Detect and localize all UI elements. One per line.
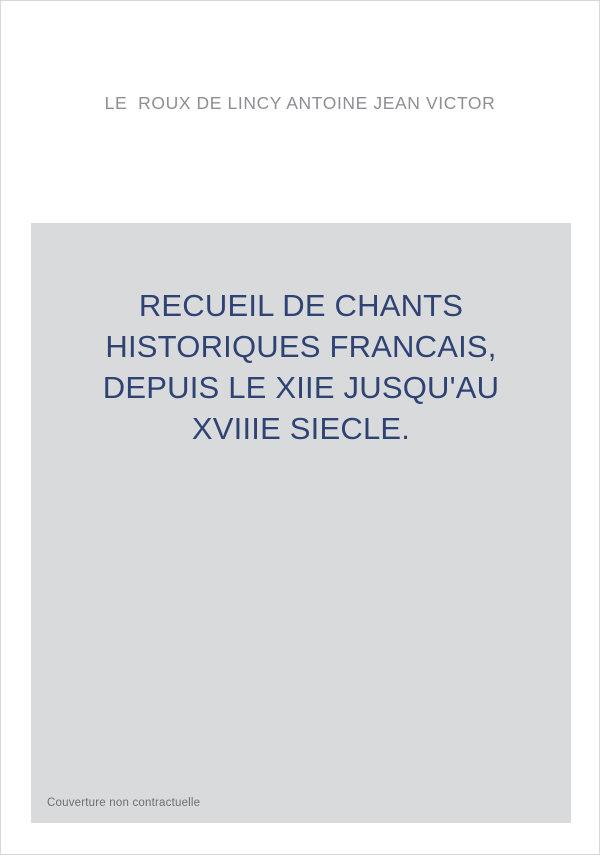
book-title: RECUEIL DE CHANTS HISTORIQUES FRANCAIS, DEPUIS LE XIIE JUSQU'AU XVIIIE SIECLE. (102, 288, 500, 446)
cover-art-panel (31, 223, 571, 823)
cover-disclaimer: Couverture non contractuelle (47, 797, 201, 809)
author-name: LE ROUX DE LINCY ANTOINE JEAN VICTOR (104, 93, 496, 113)
